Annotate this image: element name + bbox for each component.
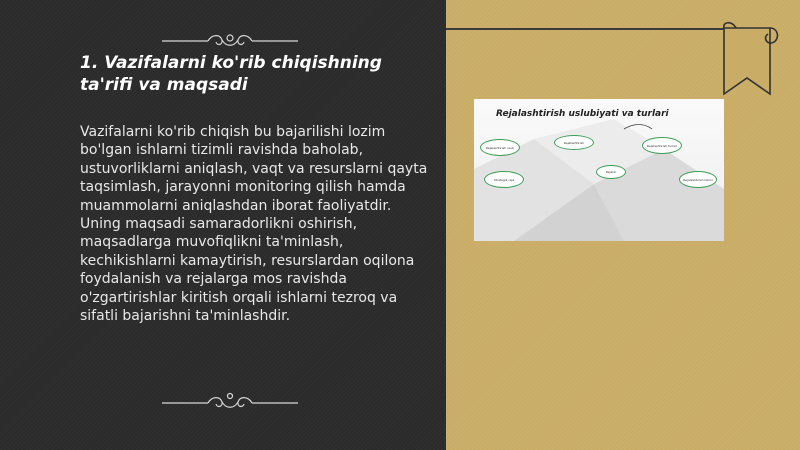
diagram-bubble: Rejalashtirish tizimi [679,171,717,188]
diagram-bubble: Rejalashtirish usuli [480,139,520,156]
bottom-ornament-icon [160,390,300,412]
top-ornament-icon [160,30,300,52]
planning-methods-image [474,99,724,241]
slide-body-text: Vazifalarni ko'rib chiqish bu bajarilishi lozim bo'lgan ishlarni tizimli ravishda baholab, ustuvorliklarni aniqlash, vaqt va resurslarni qayta taqsimlash, jarayonni monitoring qilish hamda muammolarni aniqlashdan iborat faoliyatdir. Uning maqsadi samaradorlikni oshirish, maqsadlarga muvofiqlikni ta'minlash, kechikishlarni kamaytirish, resurslardan oqilona foydalanish va rejalarga mos ravishda o'zgartirishlar kiritish orqali ishlarni tezroq va sifatli bajarishni ta'minlashdir. [80,124,428,325]
diagram-bubble: Rejalashtirish [554,135,594,150]
diagram-bubble: Rejalar [596,165,626,179]
image-title: Rejalashtirish uslubiyati va turlari [496,109,669,119]
diagram-bubble: Rejalashtirish turlari [642,137,682,154]
diagram-bubble: Strategik reja [484,171,524,188]
slide-title: 1. Vazifalarni ko'rib chiqishning ta'rifi va maqsadi [80,53,382,95]
bookmark-ribbon-icon [718,18,782,102]
